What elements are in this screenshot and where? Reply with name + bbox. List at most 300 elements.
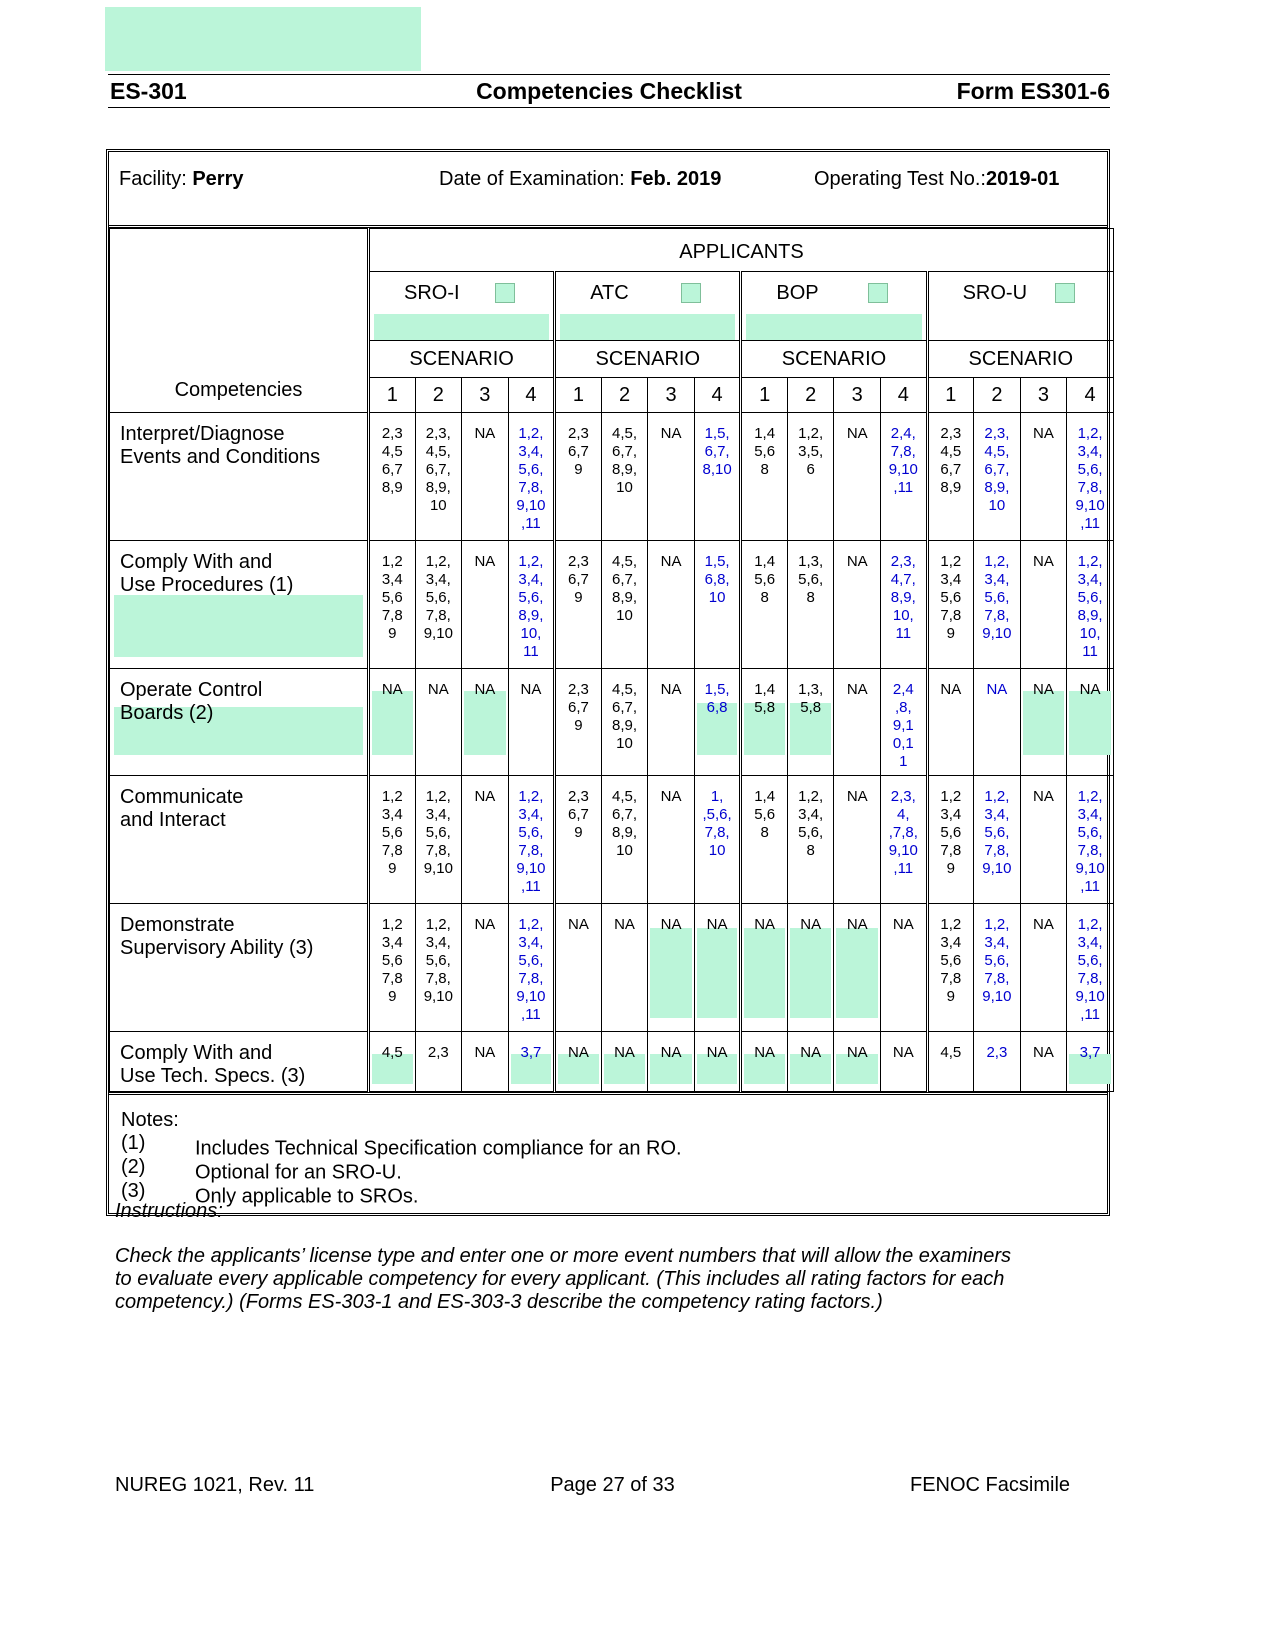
event-numbers-line: 10 [429, 497, 447, 514]
event-numbers-line: 6 [806, 461, 815, 478]
competency-label-line: Use Tech. Specs. (3) [120, 1065, 306, 1087]
event-numbers-line: 4,5, [611, 553, 638, 571]
event-numbers-line: 9,10 [423, 859, 453, 877]
event-numbers-cell[interactable] [834, 669, 881, 775]
event-numbers-cell[interactable] [881, 541, 928, 669]
event-numbers-line: NA [846, 1044, 868, 1061]
event-numbers-cell[interactable] [1020, 541, 1067, 669]
event-numbers-cell[interactable] [369, 669, 416, 775]
event-numbers-line: 8,9, [611, 717, 638, 735]
event-numbers-cell[interactable] [369, 1032, 416, 1092]
event-numbers-cell[interactable] [648, 669, 695, 775]
applicant-name-highlight [560, 314, 735, 340]
event-numbers-line: 4,5 [940, 1044, 962, 1061]
event-numbers-line: 5,6, [518, 951, 544, 969]
event-numbers-cell[interactable] [927, 413, 974, 541]
field-highlight [1023, 691, 1065, 755]
event-numbers-line: ,11 [1080, 877, 1100, 895]
event-numbers-cell[interactable] [508, 775, 555, 903]
competency-label [110, 903, 369, 1031]
event-numbers-line: 3,4, [518, 933, 544, 951]
event-numbers [509, 1044, 554, 1062]
event-numbers-line: 5,6, [984, 589, 1010, 607]
event-numbers-line: 1,2, [1077, 915, 1103, 933]
event-numbers-line: 5,6, [518, 589, 544, 607]
event-numbers-line: 7,8, [984, 969, 1010, 987]
competency-label-line: Use Procedures (1) [120, 574, 294, 597]
event-numbers-cell[interactable] [601, 903, 648, 1031]
event-numbers-line: NA [660, 553, 682, 571]
event-numbers-cell[interactable] [881, 775, 928, 903]
event-numbers-cell[interactable] [834, 413, 881, 541]
event-numbers-cell[interactable] [834, 775, 881, 903]
event-numbers-cell[interactable] [1020, 413, 1067, 541]
event-numbers-cell[interactable] [974, 775, 1021, 903]
event-numbers-line: ,11 [893, 859, 914, 877]
event-numbers-cell[interactable] [787, 775, 834, 903]
event-numbers-line: 2,3 [986, 1044, 1008, 1061]
event-numbers-cell[interactable] [974, 903, 1021, 1031]
applicant-type-atc [555, 272, 741, 341]
event-numbers-cell[interactable] [694, 541, 741, 669]
event-numbers-line: 11 [895, 625, 912, 643]
event-numbers-line: 8 [760, 589, 769, 607]
scenario-number: 3 [462, 378, 509, 413]
competencies-table [109, 228, 1114, 1092]
scenario-number: 2 [601, 378, 648, 413]
event-numbers [370, 1044, 415, 1062]
event-numbers-line: 3,4, [1077, 443, 1103, 460]
license-type-checkbox[interactable] [868, 283, 888, 303]
event-numbers-cell[interactable] [462, 413, 509, 541]
event-numbers-cell[interactable] [555, 669, 602, 775]
note-item [121, 1156, 1107, 1184]
event-numbers-line: NA [892, 1044, 914, 1061]
event-numbers-line: 4,5, [425, 443, 451, 460]
event-numbers [881, 425, 926, 497]
event-numbers [742, 788, 787, 842]
event-numbers-cell[interactable] [369, 541, 416, 669]
top-highlight [105, 7, 421, 71]
event-numbers-line: NA [846, 915, 868, 933]
event-numbers-cell[interactable] [415, 1032, 462, 1092]
event-numbers-cell[interactable] [415, 775, 462, 903]
event-numbers-cell[interactable] [974, 413, 1021, 541]
scenario-header: SCENARIO [741, 341, 927, 378]
event-numbers [742, 1044, 787, 1062]
applicant-type-bop [741, 272, 927, 341]
event-numbers-line: 6,7 [568, 571, 589, 589]
event-numbers-line: 7,8, [518, 969, 544, 987]
event-numbers-line: 2,3 [568, 787, 589, 805]
event-numbers-line: 8,9, [611, 589, 638, 607]
event-numbers-cell[interactable] [508, 541, 555, 669]
event-numbers-cell[interactable] [555, 775, 602, 903]
event-numbers-line: 7,8 [381, 969, 403, 987]
event-numbers-cell[interactable] [601, 775, 648, 903]
event-numbers-line: 5,8 [754, 699, 776, 717]
form-id: ES-301 [110, 78, 187, 104]
scenario-number: 4 [508, 378, 555, 413]
event-numbers-cell[interactable] [555, 541, 602, 669]
event-numbers-cell[interactable] [927, 1032, 974, 1092]
event-numbers [462, 425, 508, 443]
event-numbers-cell[interactable] [555, 903, 602, 1031]
note-item [121, 1132, 1107, 1160]
event-numbers [1021, 425, 1067, 443]
license-type-checkbox[interactable] [681, 283, 701, 303]
field-highlight [114, 595, 363, 657]
event-numbers-cell[interactable] [787, 669, 834, 775]
event-numbers-line: 5,6 [381, 951, 403, 969]
event-numbers-cell[interactable] [415, 903, 462, 1031]
event-numbers [648, 1044, 694, 1062]
event-numbers-cell[interactable] [1020, 1032, 1067, 1092]
event-numbers-line: 1,2, [1077, 553, 1103, 571]
event-numbers-line: ,7,8, [888, 823, 918, 841]
scenario-number: 3 [834, 378, 881, 413]
event-numbers-line: 7,8, [518, 841, 544, 859]
event-numbers-line: 7,8 [940, 841, 962, 859]
event-numbers [974, 1044, 1020, 1062]
event-numbers-line: 5,8 [800, 699, 822, 717]
event-numbers [462, 681, 508, 699]
event-numbers-line: 9,10 [423, 987, 453, 1005]
event-numbers-line: 1,4 [754, 553, 776, 571]
event-numbers-line: 6,7 [568, 699, 589, 717]
event-numbers-cell[interactable] [508, 903, 555, 1031]
competency-label-line: Supervisory Ability (3) [120, 936, 314, 959]
event-numbers-cell[interactable] [369, 413, 416, 541]
event-numbers-line: 1,2 [940, 787, 962, 805]
event-numbers [881, 788, 926, 878]
event-numbers [462, 1044, 508, 1062]
event-numbers-line: NA [892, 915, 914, 933]
applicant-type-label: SRO-I [404, 282, 460, 304]
event-numbers [648, 916, 694, 934]
event-numbers-line: NA [1079, 681, 1101, 699]
competency-label-line: Demonstrate [120, 913, 235, 936]
event-numbers-cell[interactable] [834, 903, 881, 1031]
event-numbers-cell[interactable] [834, 1032, 881, 1092]
event-numbers [370, 553, 415, 643]
event-numbers-line: NA [568, 915, 589, 933]
event-numbers-cell[interactable] [648, 903, 695, 1031]
event-numbers-cell[interactable] [881, 413, 928, 541]
event-numbers-cell[interactable] [741, 669, 788, 775]
event-numbers-cell[interactable] [694, 775, 741, 903]
event-numbers [462, 788, 508, 806]
event-numbers-line: 11 [1082, 643, 1098, 661]
event-numbers-line: 6,7, [704, 443, 730, 460]
event-numbers-line: 1,2 [940, 553, 962, 571]
event-numbers-line: 3,7 [1079, 1044, 1101, 1061]
event-numbers-cell[interactable] [369, 903, 416, 1031]
event-numbers-line: 7,8, [518, 479, 544, 496]
event-numbers-cell[interactable] [648, 413, 695, 541]
event-numbers-line: 1,2, [518, 915, 544, 933]
event-numbers-cell[interactable] [694, 669, 741, 775]
event-numbers-cell[interactable] [462, 775, 509, 903]
event-numbers-line: 3,4, [1077, 805, 1103, 823]
competency-label-line: Interpret/Diagnose [120, 423, 285, 445]
event-numbers-cell[interactable] [462, 669, 509, 775]
form-header [108, 74, 1110, 108]
note-text: Only applicable to SROs. [195, 1185, 419, 1208]
event-numbers-line: 1,2 [381, 915, 403, 933]
event-numbers-cell[interactable] [974, 541, 1021, 669]
event-numbers-cell[interactable] [741, 541, 788, 669]
event-numbers-line: 8,10 [702, 461, 732, 478]
event-numbers-line: 8,9, [890, 589, 916, 607]
event-numbers-line: 9,10 [516, 987, 546, 1005]
event-numbers-cell[interactable] [462, 1032, 509, 1092]
event-numbers [695, 916, 740, 934]
event-numbers-cell[interactable] [1020, 669, 1067, 775]
event-numbers-cell[interactable] [601, 541, 648, 669]
field-highlight [372, 691, 413, 755]
event-numbers-line: 6,7, [611, 805, 638, 823]
event-numbers-cell[interactable] [1020, 775, 1067, 903]
event-numbers [556, 681, 601, 735]
event-numbers-cell[interactable] [1067, 1032, 1114, 1092]
event-numbers-line: 2,3 [568, 681, 589, 699]
event-numbers-cell[interactable] [741, 903, 788, 1031]
event-numbers-cell[interactable] [508, 669, 555, 775]
event-numbers-line: 7,8, [425, 841, 451, 859]
event-numbers-line: 3,4, [984, 805, 1010, 823]
event-numbers-line: 3,4, [518, 443, 544, 460]
event-numbers-line: 8 [760, 461, 769, 478]
scenario-header: SCENARIO [927, 341, 1113, 378]
event-numbers-cell[interactable] [787, 1032, 834, 1092]
event-numbers-line: 5,6, [798, 571, 824, 589]
event-numbers-line: NA [800, 915, 822, 933]
license-type-checkbox[interactable] [1055, 283, 1075, 303]
event-numbers [602, 425, 648, 497]
event-numbers [509, 681, 554, 699]
event-numbers-line: 5,6, [984, 823, 1010, 841]
event-numbers-line: 9,10 [982, 859, 1012, 877]
event-numbers-line: 9 [574, 717, 583, 735]
event-numbers-line: 10, [892, 607, 914, 625]
event-numbers-cell[interactable] [741, 1032, 788, 1092]
event-numbers-cell[interactable] [927, 903, 974, 1031]
test-number-field: Operating Test No.:2019-01 [814, 168, 1060, 190]
event-numbers [881, 553, 926, 643]
event-numbers-line: NA [614, 915, 635, 933]
event-numbers-line: 5,6 [940, 589, 962, 607]
event-numbers-line: 9 [946, 625, 955, 643]
event-numbers [929, 916, 974, 1006]
event-numbers-line: NA [614, 1044, 635, 1061]
event-numbers-line: NA [940, 681, 962, 699]
event-numbers-line: 5,6, [798, 823, 824, 841]
event-numbers-cell[interactable] [1067, 413, 1114, 541]
event-numbers-line: 1,2, [425, 787, 451, 805]
event-numbers-line: 1,2, [984, 787, 1010, 805]
event-numbers [881, 681, 926, 771]
event-numbers-line: 0,1 [892, 735, 914, 753]
event-numbers-line: 5,6 [754, 571, 776, 589]
event-numbers [1021, 681, 1067, 699]
event-numbers-cell[interactable] [741, 775, 788, 903]
event-numbers-cell[interactable] [927, 669, 974, 775]
event-numbers-line: ,8, [894, 699, 912, 717]
event-numbers-cell[interactable] [787, 541, 834, 669]
event-numbers-line: 7,8 [940, 607, 962, 625]
event-numbers-cell[interactable] [787, 413, 834, 541]
event-numbers-cell[interactable] [648, 775, 695, 903]
event-numbers [788, 681, 834, 717]
competency-label-line: Comply With and [120, 1042, 273, 1064]
event-numbers-cell[interactable] [974, 1032, 1021, 1092]
event-numbers-line: 4, [897, 805, 910, 823]
event-numbers-line: 9,10 [888, 461, 918, 478]
event-numbers-line: 5,6, [1077, 951, 1103, 969]
event-numbers-cell[interactable] [834, 541, 881, 669]
event-numbers-line: 8 [806, 589, 815, 607]
event-numbers-line: 8,9, [984, 479, 1010, 496]
event-numbers-line: 1,3, [798, 681, 824, 699]
event-numbers-cell[interactable] [415, 413, 462, 541]
event-numbers-line: NA [381, 681, 403, 699]
event-numbers [509, 916, 554, 1024]
event-numbers-line: NA [474, 425, 496, 442]
scenario-number: 1 [369, 378, 416, 413]
event-numbers [742, 425, 787, 479]
event-numbers-line: 3,4, [425, 571, 451, 589]
event-numbers-line: NA [706, 1044, 728, 1061]
event-numbers [788, 425, 834, 479]
event-numbers [370, 425, 415, 497]
event-numbers-cell[interactable] [648, 541, 695, 669]
event-numbers [1067, 553, 1113, 661]
event-numbers-line: 1,2, [518, 787, 544, 805]
event-numbers-line: 8,9 [381, 479, 403, 496]
event-numbers-cell[interactable] [1020, 903, 1067, 1031]
event-numbers-cell[interactable] [881, 1032, 928, 1092]
event-numbers-cell[interactable] [462, 541, 509, 669]
event-numbers-cell[interactable] [555, 413, 602, 541]
event-numbers-cell[interactable] [927, 775, 974, 903]
event-numbers-cell[interactable] [1067, 903, 1114, 1031]
event-numbers-cell[interactable] [369, 775, 416, 903]
event-numbers [602, 1044, 648, 1062]
event-numbers [929, 553, 974, 643]
event-numbers-cell[interactable] [1067, 541, 1114, 669]
event-numbers-line: 1,2, [518, 425, 544, 442]
event-numbers [788, 553, 834, 607]
event-numbers-cell[interactable] [927, 541, 974, 669]
event-numbers-line: 4,7, [890, 571, 916, 589]
event-numbers-line: 9,1 [892, 717, 914, 735]
event-numbers-line: 1,5, [704, 681, 730, 699]
event-numbers-cell[interactable] [694, 903, 741, 1031]
event-numbers-line: 1,5, [704, 425, 730, 442]
event-numbers [1021, 788, 1067, 806]
event-numbers-cell[interactable] [694, 1032, 741, 1092]
event-numbers-cell[interactable] [694, 413, 741, 541]
event-numbers [416, 788, 462, 878]
competencies-header: Competencies [110, 229, 369, 413]
event-numbers-line: ,11 [521, 1005, 541, 1023]
scenario-number: 4 [881, 378, 928, 413]
event-numbers-line: NA [660, 787, 682, 805]
checklist-form [106, 149, 1110, 1216]
event-numbers [1021, 916, 1067, 934]
event-numbers-line: 3,4 [381, 571, 403, 589]
event-numbers [742, 681, 787, 717]
event-numbers-line: 10 [616, 841, 633, 859]
event-numbers-cell[interactable] [881, 669, 928, 775]
event-numbers-cell[interactable] [1067, 775, 1114, 903]
event-numbers-cell[interactable] [555, 1032, 602, 1092]
event-numbers-cell[interactable] [974, 669, 1021, 775]
event-numbers-line: ,5,6, [702, 805, 732, 823]
event-numbers-cell[interactable] [741, 413, 788, 541]
event-numbers-line: 6,8, [704, 571, 730, 589]
event-numbers-cell[interactable] [508, 413, 555, 541]
event-numbers-line: 1,2, [425, 915, 451, 933]
event-numbers-line: 3,4, [984, 571, 1010, 589]
event-numbers-cell[interactable] [508, 1032, 555, 1092]
event-numbers-line: 9,10 [888, 841, 918, 859]
license-type-checkbox[interactable] [495, 283, 515, 303]
event-numbers-line: NA [474, 1044, 496, 1061]
event-numbers-line: 6,7 [568, 443, 589, 460]
event-numbers-cell[interactable] [881, 903, 928, 1031]
form-number: Form ES301-6 [956, 78, 1110, 104]
event-numbers [788, 1044, 834, 1062]
event-numbers-cell[interactable] [1067, 669, 1114, 775]
event-numbers [462, 553, 508, 571]
event-numbers-cell[interactable] [787, 903, 834, 1031]
event-numbers [556, 425, 601, 479]
event-numbers-cell[interactable] [648, 1032, 695, 1092]
event-numbers-line: 4,5, [611, 787, 638, 805]
event-numbers-cell[interactable] [601, 1032, 648, 1092]
event-numbers-line: NA [520, 681, 542, 699]
event-numbers-line: 6,7, [611, 699, 638, 717]
event-numbers-line: NA [800, 1044, 822, 1061]
event-numbers-line: NA [660, 915, 682, 933]
applicant-type-sro-i [369, 272, 555, 341]
event-numbers-line: 5,6 [754, 443, 776, 460]
event-numbers-cell[interactable] [601, 413, 648, 541]
event-numbers-line: NA [1033, 915, 1054, 933]
event-numbers-line: ,11 [521, 877, 541, 895]
event-numbers-line: 7,8, [425, 969, 451, 987]
event-numbers-line: 4,5 [940, 443, 962, 460]
event-numbers-line: NA [1033, 553, 1054, 571]
event-numbers-cell[interactable] [415, 541, 462, 669]
event-numbers-line: NA [754, 1044, 776, 1061]
event-numbers [1067, 425, 1113, 533]
event-numbers-line: 2,3 [568, 425, 589, 442]
event-numbers [602, 916, 648, 934]
event-numbers [1067, 1044, 1113, 1062]
field-highlight [697, 928, 738, 1018]
event-numbers-line: 3,4, [984, 933, 1010, 951]
event-numbers-cell[interactable] [415, 669, 462, 775]
event-numbers-cell[interactable] [601, 669, 648, 775]
event-numbers-cell[interactable] [462, 903, 509, 1031]
event-numbers [370, 916, 415, 1006]
event-numbers [370, 788, 415, 878]
competency-row [110, 903, 1114, 1031]
event-numbers-line: 9 [574, 589, 583, 607]
